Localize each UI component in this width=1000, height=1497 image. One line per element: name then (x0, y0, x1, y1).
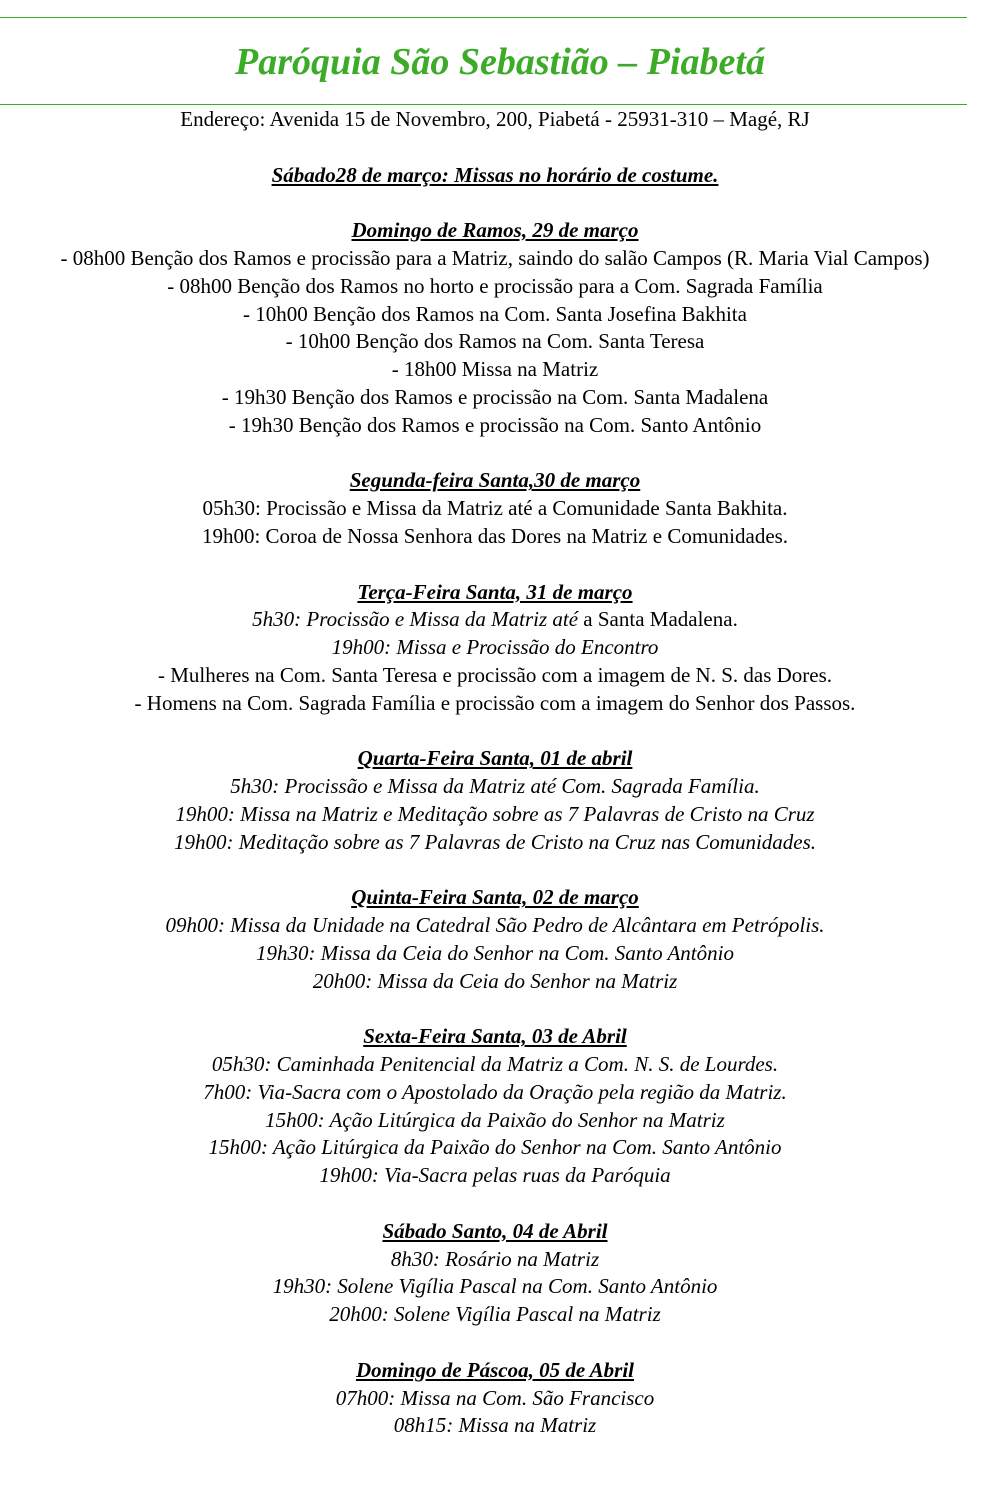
day-heading: Sábado Santo, 04 de Abril (382, 1218, 608, 1243)
day-heading: Quarta-Feira Santa, 01 de abril (357, 746, 633, 771)
schedule-item: - 19h30 Benção dos Ramos e procissão na Com. Santo Antônio (228, 412, 762, 437)
schedule-item-italic-part: 5h30: Procissão e Missa da Matriz até (252, 607, 579, 632)
day-terca (0, 579, 990, 718)
day-sabado (0, 1218, 990, 1329)
schedule-item: 19h00: Missa na Matriz e Meditação sobre as 7 Palavras de Cristo na Cruz (175, 801, 815, 826)
spacer (0, 1190, 990, 1218)
spacer (0, 440, 990, 468)
spacer (0, 1329, 990, 1357)
saturday-notice: Sábado28 de março: Missas no horário de costume. (271, 162, 719, 187)
schedule-item: - 08h00 Benção dos Ramos e procissão para a Matriz, saindo do salão Campos (R. Maria Vial Campos) (60, 245, 930, 270)
spacer (0, 551, 990, 579)
spacer (0, 189, 990, 217)
schedule-item: 09h00: Missa da Unidade na Catedral São Pedro de Alcântara em Petrópolis. (165, 913, 825, 938)
day-quarta (0, 745, 990, 856)
day-heading: Domingo de Ramos, 29 de março (351, 218, 639, 243)
schedule-item-normal-part: a Santa Madalena. (578, 607, 738, 632)
spacer (0, 996, 990, 1024)
schedule-item: 20h00: Solene Vigília Pascal na Matriz (329, 1302, 661, 1327)
title-divider (0, 104, 967, 105)
schedule-item: 15h00: Ação Litúrgica da Paixão do Senhor na Com. Santo Antônio (208, 1135, 782, 1160)
top-divider (0, 17, 967, 18)
schedule-item: - Mulheres na Com. Santa Teresa e procissão com a imagem de N. S. das Dores. (157, 662, 833, 687)
day-pascoa (0, 1357, 990, 1440)
day-heading: Terça-Feira Santa, 31 de março (357, 579, 633, 604)
schedule-item: - 08h00 Benção dos Ramos no horto e procissão para a Com. Sagrada Família (167, 273, 823, 298)
schedule-item: 08h15: Missa na Matriz (393, 1413, 597, 1438)
schedule-content (0, 106, 990, 1440)
day-heading: Segunda-feira Santa,30 de março (349, 468, 641, 493)
day-sexta (0, 1023, 990, 1190)
page-title: Paróquia São Sebastião – Piabetá (235, 41, 765, 83)
schedule-item: - 10h00 Benção dos Ramos na Com. Santa Josefina Bakhita (243, 301, 747, 326)
schedule-item: 19h30: Missa da Ceia do Senhor na Com. Santo Antônio (256, 940, 734, 965)
schedule-item: 05h30: Procissão e Missa da Matriz até a Comunidade Santa Bakhita. (202, 496, 788, 521)
day-ramos (0, 217, 990, 439)
schedule-item: 07h00: Missa na Com. São Francisco (335, 1385, 655, 1410)
address-line: Endereço: Avenida 15 de Novembro, 200, Piabetá - 25931-310 – Magé, RJ (180, 107, 810, 131)
schedule-item: - 19h30 Benção dos Ramos e procissão na Com. Santa Madalena (221, 384, 769, 409)
schedule-item: 5h30: Procissão e Missa da Matriz até Com. Sagrada Família. (230, 774, 760, 799)
day-heading: Quinta-Feira Santa, 02 de março (351, 885, 639, 910)
schedule-item (0, 606, 990, 634)
schedule-item: 05h30: Caminhada Penitencial da Matriz a Com. N. S. de Lourdes. (211, 1052, 779, 1077)
schedule-item: 19h30: Solene Vigília Pascal na Com. Santo Antônio (272, 1274, 718, 1299)
schedule-item: 7h00: Via-Sacra com o Apostolado da Oração pela região da Matriz. (203, 1079, 787, 1104)
schedule-item: - 10h00 Benção dos Ramos na Com. Santa Teresa (285, 329, 705, 354)
schedule-item: 19h00: Missa e Procissão do Encontro (331, 635, 659, 660)
spacer (0, 134, 990, 162)
schedule-item: 19h00: Via-Sacra pelas ruas da Paróquia (319, 1163, 671, 1188)
spacer (0, 857, 990, 885)
day-heading: Domingo de Páscoa, 05 de Abril (355, 1357, 635, 1382)
schedule-item: 20h00: Missa da Ceia do Senhor na Matriz (312, 968, 678, 993)
schedule-item: 15h00: Ação Litúrgica da Paixão do Senhor na Matriz (265, 1107, 725, 1132)
schedule-item: - 18h00 Missa na Matriz (391, 357, 599, 382)
schedule-item: 19h00: Coroa de Nossa Senhora das Dores na Matriz e Comunidades. (201, 523, 789, 548)
day-segunda (0, 467, 990, 550)
schedule-item: 19h00: Meditação sobre as 7 Palavras de Cristo na Cruz nas Comunidades. (173, 829, 817, 854)
day-heading: Sexta-Feira Santa, 03 de Abril (363, 1024, 627, 1049)
schedule-item: 8h30: Rosário na Matriz (390, 1246, 600, 1271)
day-quinta (0, 884, 990, 995)
schedule-item: - Homens na Com. Sagrada Família e procissão com a imagem do Senhor dos Passos. (134, 690, 856, 715)
spacer (0, 718, 990, 746)
